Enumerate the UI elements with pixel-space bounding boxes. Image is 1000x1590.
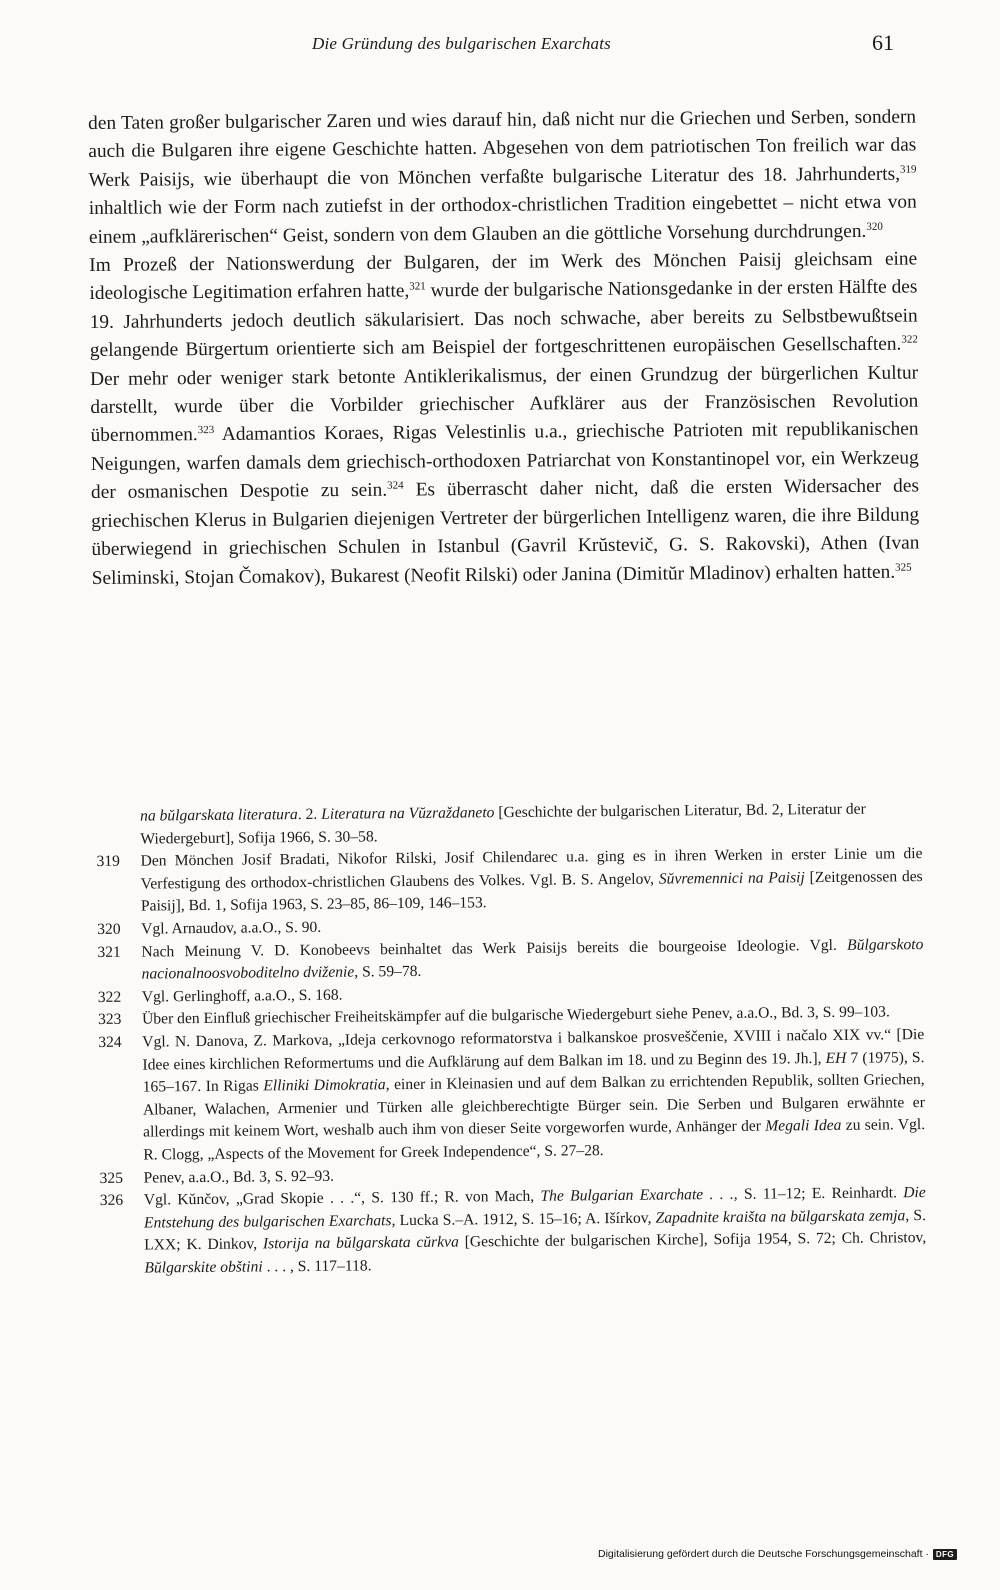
footnote-text: Über den Einfluß griechischer Freiheitskämpfer auf die bulgarische Wiedergeburt siehe Penev, a.a.O., Bd. 3, S. 99–103. (141, 1003, 890, 1028)
footnote-text (141, 934, 923, 987)
footnote-ref[interactable]: 321 (409, 280, 426, 293)
dfg-logo-icon: DFG (933, 1549, 957, 1560)
footnote-326 (100, 1182, 927, 1280)
title-italic: Megali Idea (765, 1117, 842, 1135)
text-run: , Lucka S.–A. 1912, S. 15–16; A. Išírkov, (391, 1209, 656, 1229)
footnote-319 (96, 843, 923, 919)
footnote-number: 319 (96, 852, 121, 871)
text-run: Im Prozeß der Nationswerdung der Bulgaren, der im Werk des Mönchen Paisij gleichsam eine ideologische Legitimation erfahren hatte, (89, 248, 918, 305)
text-run: Nach Meinung V. D. Konobeevs beinhaltet das Werk Paisijs bereits die bourgeoise Ideologie. Vgl. (141, 936, 848, 961)
text-run: Es überrascht daher nicht, daß die ersten Widersacher des griechischen Klerus in Bulgarien diejenigen Vertreter der bürgerlichen Intelligenz waren, die ihre Bildung überwiegend in griechischen Schulen in Istanbul (Gavril Krŭstevič, G. S. Rakovski), Athen (Ivan Seliminski, Stojan Čomakov), Bukarest (Neofit Rilski) oder Janina (Dimitŭr Mladinov) erhalten hatten. (91, 475, 920, 589)
body-text (88, 103, 920, 592)
title-italic: Bŭlgarskoto nacionalnoosvoboditelno dviženie (141, 935, 924, 983)
text-run: zu sein. Vgl. R. Clogg, „Aspects of the Movement for Greek Independence“, S. 27–28. (143, 1116, 926, 1164)
footnote-text: Penev, a.a.O., Bd. 3, S. 92–93. (143, 1167, 335, 1187)
footnote-324 (98, 1024, 925, 1167)
footnote-321 (97, 934, 923, 987)
footnote-number: 320 (97, 920, 121, 938)
title-italic: Literatura na Vŭzraždaneto (321, 804, 495, 823)
footnote-continuation (96, 798, 922, 851)
text-run: Vgl. N. Danova, Z. Markova, „Ideja cerkovnogo reformatorstva i balkanskoe prosveščenie, XVIII i načalo XIX vv.“ [Die Idee eines kirchlichen Reformertums und die Aufklärung auf dem Balkan im 18. und zu Beginn des 19. Jh.], (142, 1025, 925, 1074)
footnote-number: 326 (99, 1191, 124, 1210)
title-italic: EH (825, 1049, 847, 1067)
text-run: Der mehr oder weniger stark betonte Antiklerikalismus, der einen Grundzug der bürgerlichen Kultur darstellt, wurde über die Vorbilder griechischer Aufklärer aus der Französischen Revolution übernommen. (90, 362, 919, 447)
title-italic: Istorija na bŭlgarskata cŭrkva (262, 1233, 459, 1253)
text-run: Den Mönchen Josif Bradati, Nikofor Rilski, Josif Chilendarec u.a. ging es in ihren Werken in erster Linie um die Verfestigung des orthodox-christlichen Glaubens des Volkes. Vgl. B. S. Angelov, (140, 845, 923, 893)
title-italic: Sŭvremennici na Paisij (658, 868, 805, 888)
footnote-number: 324 (98, 1033, 122, 1051)
footnote-ref[interactable]: 322 (901, 333, 918, 346)
text-run: [Geschichte der bulgarischen Kirche], Sofija 1954, S. 72; Ch. Christov, (458, 1229, 927, 1251)
title-italic: Elliniki Dimokratia (263, 1076, 386, 1095)
page-number: 61 (872, 30, 894, 55)
title-italic: Die Entstehung des bulgarischen Exarchats (143, 1184, 926, 1232)
text-run: Adamantios Koraes, Rigas Velestinlis u.a., griechische Patrioten mit republikanischen Neigungen, warfen damals dem griechisch-orthodoxen Patriarchat von Konstantinopel vor, ein Werkzeug der osmanischen Despotie zu sein. (90, 418, 919, 504)
footnote-ref[interactable]: 324 (387, 479, 404, 492)
text-run: , S. 59–78. (354, 963, 422, 981)
text-run: , S. 11–12; E. Reinhardt. (733, 1184, 904, 1203)
digitization-note (598, 1548, 957, 1560)
text-run: wurde der bulgarische Nationsgedanke in der ersten Hälfte des 19. Jahrhunderts jedoch deutlich säkularisiert. Das noch schwache, aber bereits zu Selbstbewußtsein gelangende Bürgertum orientierte sich am Beispiel der fortgeschrittenen europäischen Gesellschaften. (89, 276, 918, 362)
paragraph (88, 103, 917, 252)
text-run: den Taten großer bulgarischer Zaren und wies darauf hin, daß nicht nur die Griechen und Serben, sondern auch die Bulgaren ihre eigene Geschichte hatten. Abgesehen von dem patriotischen Ton freilich war das Werk Paisijs, wie überhaupt die von Mönchen verfaßte bulgarische Literatur des 18. Jahrhunderts, (88, 106, 917, 191)
footnote-ref[interactable]: 323 (197, 424, 215, 437)
text-run: [Geschichte der bulgarischen Literatur, Bd. 2, Literatur der Wiedergeburt], Sofija 1966, S. 30–58. (140, 800, 866, 848)
paragraph (89, 246, 920, 593)
footnote-number: 323 (97, 1011, 122, 1029)
text-run: inhaltlich wie der Form nach zutiefst in der orthodox-christlichen Tradition eingebettet – nicht etwa von einem „aufklärerischen“ Geist, sondern von dem Glauben an die göttliche Vorsehung durchdrungen. (88, 191, 917, 248)
text-run: Vgl. Kŭnčov, „Grad Skopie . . .“, S. 130 ff.; R. von Mach, (143, 1187, 541, 1209)
title-italic: na bŭlgarskata literatura (140, 806, 298, 825)
footnote-ref[interactable]: 320 (866, 220, 883, 233)
title-italic: The Bulgarian Exarchate . . . (540, 1185, 734, 1205)
footnote-text (140, 843, 923, 918)
footnote-ref[interactable]: 325 (895, 561, 912, 574)
footnote-number: 325 (99, 1169, 124, 1187)
footnote-ref[interactable]: 319 (899, 163, 917, 176)
footnote-text (142, 1024, 925, 1167)
running-head: Die Gründung des bulgarischen Exarchats (312, 34, 611, 53)
title-italic: Zapadnite kraišta na bŭlgarskata zemja (655, 1206, 906, 1227)
text-run: , S. LXX; K. Dinkov, (144, 1206, 927, 1254)
footnotes (96, 798, 927, 1280)
footnote-text: Vgl. Arnaudov, a.a.O., S. 90. (141, 918, 322, 938)
footnote-number: 322 (97, 988, 122, 1006)
digitization-text: Digitalisierung gefördert durch die Deutsche Forschungsgemeinschaft · (598, 1548, 929, 1560)
text-run: 7 (1975), S. 165–167. In Rigas (142, 1048, 925, 1096)
text-run: . 2. (297, 805, 322, 824)
footnote-text (144, 1182, 927, 1280)
title-italic: Bŭlgarskite obštini (144, 1258, 263, 1277)
footnote-number: 321 (97, 943, 121, 961)
text-run: [Zeitgenossen des Paisij], Bd. 1, Sofija 1963, S. 23–85, 86–109, 146–153. (140, 867, 923, 915)
text-run: , einer in Kleinasien und auf dem Balkan zu errichtenden Republik, sollten Griechen, Albaner, Walachen, Armenier und Türken alle gleichberechtigte Bürger sein. Die Serben und Bulgaren erwähnte er allerdings mit keinem Wort, weshalb auch ihm von dieser Seite vorgeworfen wurde, Anhänger der (142, 1071, 925, 1141)
footnote-text: Vgl. Gerlinghoff, a.a.O., S. 168. (141, 986, 343, 1006)
text-run: . . . , S. 117–118. (262, 1257, 372, 1276)
